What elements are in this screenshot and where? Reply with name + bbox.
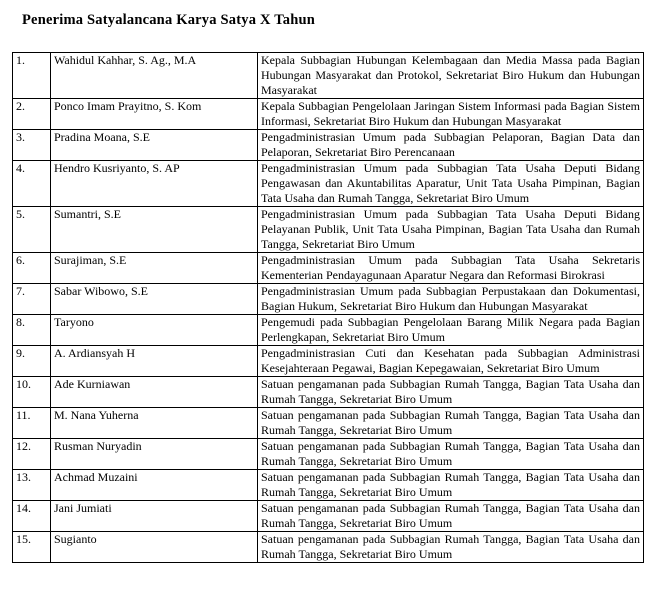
table-row xyxy=(13,346,644,377)
table-row xyxy=(13,53,644,99)
recipient-name: Ponco Imam Prayitno, S. Kom xyxy=(51,99,258,130)
recipient-name: Wahidul Kahhar, S. Ag., M.A xyxy=(51,53,258,99)
recipient-position: Satuan pengamanan pada Subbagian Rumah Tangga, Bagian Tata Usaha dan Rumah Tangga, Sekretariat Biro Umum xyxy=(258,439,644,470)
table-row xyxy=(13,532,644,563)
row-number: 3. xyxy=(13,130,51,161)
recipient-name: Ade Kurniawan xyxy=(51,377,258,408)
table-row xyxy=(13,284,644,315)
row-number: 15. xyxy=(13,532,51,563)
row-number: 2. xyxy=(13,99,51,130)
row-number: 11. xyxy=(13,408,51,439)
recipients-table-body xyxy=(13,53,644,563)
recipient-position: Pengemudi pada Subbagian Pengelolaan Barang Milik Negara pada Bagian Perlengkapan, Sekretariat Biro Umum xyxy=(258,315,644,346)
recipient-name: Sabar Wibowo, S.E xyxy=(51,284,258,315)
table-row xyxy=(13,130,644,161)
row-number: 1. xyxy=(13,53,51,99)
row-number: 8. xyxy=(13,315,51,346)
recipient-position: Kepala Subbagian Pengelolaan Jaringan Sistem Informasi pada Bagian Sistem Informasi, Sekretariat Biro Hukum dan Hubungan Masyarakat xyxy=(258,99,644,130)
recipient-position: Pengadministrasian Umum pada Subbagian Perpustakaan dan Dokumentasi, Bagian Hukum, Sekretariat Biro Hukum dan Hubungan Masyarakat xyxy=(258,284,644,315)
recipient-name: M. Nana Yuherna xyxy=(51,408,258,439)
recipient-name: Sugianto xyxy=(51,532,258,563)
recipient-name: Jani Jumiati xyxy=(51,501,258,532)
table-row xyxy=(13,439,644,470)
recipient-position: Pengadministrasian Cuti dan Kesehatan pada Subbagian Administrasi Kesejahteraan Pegawai, Bagian Kepegawaian, Sekretariat Biro Umum xyxy=(258,346,644,377)
table-row xyxy=(13,470,644,501)
row-number: 6. xyxy=(13,253,51,284)
row-number: 14. xyxy=(13,501,51,532)
recipient-position: Pengadministrasian Umum pada Subbagian Tata Usaha Sekretaris Kementerian Pendayagunaan Aparatur Negara dan Reformasi Birokrasi xyxy=(258,253,644,284)
recipient-name: Sumantri, S.E xyxy=(51,207,258,253)
recipient-position: Satuan pengamanan pada Subbagian Rumah Tangga, Bagian Tata Usaha dan Rumah Tangga, Sekretariat Biro Umum xyxy=(258,408,644,439)
recipient-name: Surajiman, S.E xyxy=(51,253,258,284)
recipients-table xyxy=(12,52,644,563)
recipient-position: Satuan pengamanan pada Subbagian Rumah Tangga, Bagian Tata Usaha dan Rumah Tangga, Sekretariat Biro Umum xyxy=(258,377,644,408)
recipient-name: Taryono xyxy=(51,315,258,346)
recipient-position: Pengadministrasian Umum pada Subbagian Tata Usaha Deputi Bidang Pelayanan Publik, Unit Tata Usaha Pimpinan, Bagian Tata Usaha dan Rumah Tangga, Sekretariat Biro Umum xyxy=(258,207,644,253)
recipient-position: Satuan pengamanan pada Subbagian Rumah Tangga, Bagian Tata Usaha dan Rumah Tangga, Sekretariat Biro Umum xyxy=(258,470,644,501)
table-row xyxy=(13,501,644,532)
row-number: 10. xyxy=(13,377,51,408)
recipient-name: Pradina Moana, S.E xyxy=(51,130,258,161)
table-row xyxy=(13,253,644,284)
row-number: 13. xyxy=(13,470,51,501)
row-number: 12. xyxy=(13,439,51,470)
page-title: Penerima Satyalancana Karya Satya X Tahun xyxy=(22,12,315,28)
row-number: 5. xyxy=(13,207,51,253)
recipient-name: Achmad Muzaini xyxy=(51,470,258,501)
row-number: 7. xyxy=(13,284,51,315)
recipient-name: A. Ardiansyah H xyxy=(51,346,258,377)
recipient-name: Hendro Kusriyanto, S. AP xyxy=(51,161,258,207)
table-row xyxy=(13,207,644,253)
row-number: 4. xyxy=(13,161,51,207)
table-row xyxy=(13,315,644,346)
recipient-position: Pengadministrasian Umum pada Subbagian Pelaporan, Bagian Data dan Pelaporan, Sekretariat Biro Perencanaan xyxy=(258,130,644,161)
row-number: 9. xyxy=(13,346,51,377)
table-row xyxy=(13,99,644,130)
recipient-position: Kepala Subbagian Hubungan Kelembagaan dan Media Massa pada Bagian Hubungan Masyarakat dan Protokol, Sekretariat Biro Hukum dan Hubungan Masyarakat xyxy=(258,53,644,99)
recipient-position: Satuan pengamanan pada Subbagian Rumah Tangga, Bagian Tata Usaha dan Rumah Tangga, Sekretariat Biro Umum xyxy=(258,501,644,532)
recipient-position: Satuan pengamanan pada Subbagian Rumah Tangga, Bagian Tata Usaha dan Rumah Tangga, Sekretariat Biro Umum xyxy=(258,532,644,563)
table-row xyxy=(13,408,644,439)
recipient-position: Pengadministrasian Umum pada Subbagian Tata Usaha Deputi Bidang Pengawasan dan Akuntabilitas Aparatur, Unit Tata Usaha Pimpinan, Bagian Tata Usaha dan Rumah Tangga, Sekretariat Biro Umum xyxy=(258,161,644,207)
recipient-name: Rusman Nuryadin xyxy=(51,439,258,470)
table-row xyxy=(13,161,644,207)
table-row xyxy=(13,377,644,408)
